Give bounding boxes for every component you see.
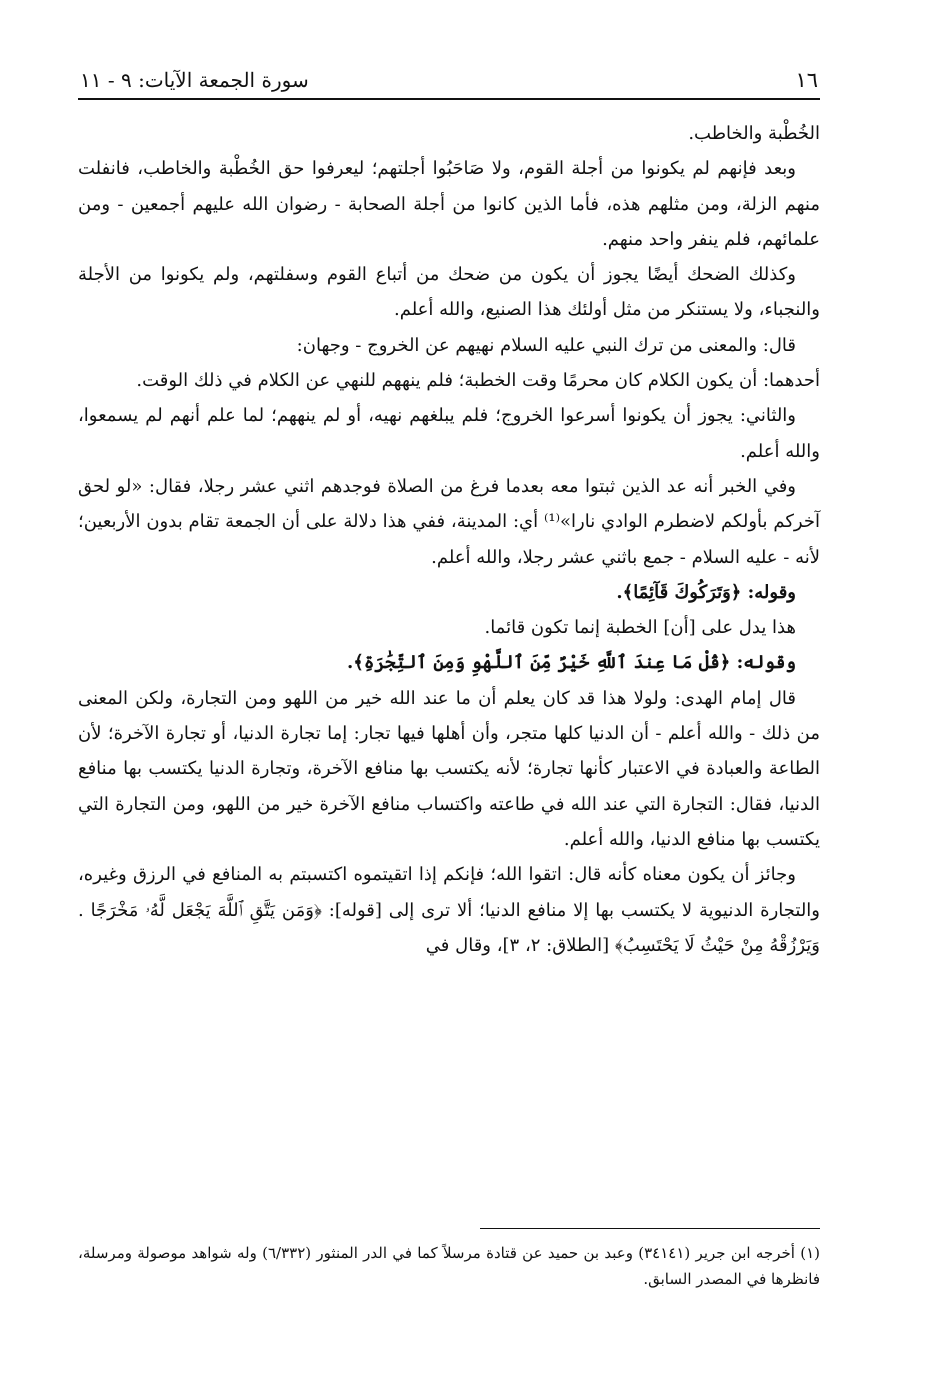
footnote: (١) أخرجه ابن جرير (٣٤١٤١) وعبد بن حميد عن قتادة مرسلاً كما في الدر المنثور (٦/٣٣٢) وله شواهد موصولة ومرسلة، فانظرها في المصدر السابق. xyxy=(78,1244,820,1288)
page-number: ١٦ xyxy=(795,68,818,92)
paragraph: قال إمام الهدى: ولولا هذا قد كان يعلم أن ما عند الله خير من اللهو ومن التجارة، ولكن المعنى من ذلك - والله أعلم - أن الدنيا كلها متجر، وأن أهلها فيها تجار: إما تجارة الدنيا، أو تجارة الآخرة؛ لأن الطاعة والعبادة في الاعتبار كأنها تجارة؛ لأنه يكتسب بها منافع الآخرة، وتجارة الدنيا يكتسب بها منافع الدنيا، فقال: التجارة التي عند الله في طاعته واكتساب منافع الآخرة خير من اللهو، ومن التجارة التي يكتسب بها منافع الدنيا، والله أعلم. xyxy=(78,687,820,850)
paragraph: وكذلك الضحك أيضًا يجوز أن يكون من ضحك من أتباع القوم وسفلتهم، ولم يكونوا من الأجلة والنجباء، ولا يستنكر من مثل أولئك هذا الصنيع، والله أعلم. xyxy=(78,264,820,321)
book-page xyxy=(78,52,820,1288)
paragraph: هذا يدل على [أن] الخطبة إنما تكون قائما. xyxy=(484,617,796,639)
running-title: سورة الجمعة الآيات: ٩ - ١١ xyxy=(80,68,309,92)
paragraph: وفي الخبر أنه عد الذين ثبتوا معه بعدما فرغ من الصلاة فوجدهم اثني عشر رجلا، فقال: «لو لحق آخركم بأولكم لاضطرم الوادي نارا»⁽¹⁾ أي: المدينة، ففي هذا دلالة على أن الجمعة تقام بدون الأربعين؛ لأنه - عليه السلام - جمع باثني عشر رجلا، والله أعلم. xyxy=(78,475,820,568)
paragraph: الخُطْبة والخاطب. xyxy=(688,123,820,144)
paragraph: أحدهما: أن يكون الكلام كان محرمًا وقت الخطبة؛ فلم ينههم للنهي عن الكلام في ذلك الوقت. xyxy=(136,370,820,392)
paragraph: والثاني: يجوز أن يكونوا أسرعوا الخروج؛ فلم يبلغهم نهيه، أو لم ينههم؛ لما علم أنهم لم يسمعوا، والله أعلم. xyxy=(78,405,820,462)
page-header xyxy=(78,52,820,100)
quran-verse-line: وقوله: ﴿وَتَرَكُوكَ قَآئِمًا﴾. xyxy=(616,581,796,603)
main-text xyxy=(78,116,820,963)
quran-verse-line: وقوله: ﴿قُلْ مَا عِندَ ٱللَّهِ خَيْرٌ مِّنَ ٱللَّهْوِ وَمِنَ ٱلتِّجَٰرَةِ﴾. xyxy=(347,652,796,674)
footnote-divider xyxy=(480,1228,820,1229)
paragraph: وبعد فإنهم لم يكونوا من أجلة القوم، ولا صَاحَبُوا أجلتهم؛ ليعرفوا حق الخُطْبة والخاطب، فانفلت منهم الزلة، ومن مثلهم هذه، فأما الذين كانوا من أجلة الصحابة - رضوان الله عليهم أجمعين - ومن علمائهم، فلم ينفر واحد منهم. xyxy=(78,158,820,250)
paragraph: قال: والمعنى من ترك النبي عليه السلام نهيهم عن الخروج - وجهان: xyxy=(296,334,796,356)
paragraph: وجائز أن يكون معناه كأنه قال: اتقوا الله؛ فإنكم إذا اتقيتموه اكتسبتم به المنافع في الرزق وغيره، والتجارة الدنيوية لا يكتسب بها إلا منافع الدنيا؛ ألا ترى إلى [قوله]: ﴿وَمَن يَتَّقِ ٱللَّهَ يَجْعَل لَّهُۥ مَخْرَجًا . وَيَرْزُقْهُ مِنْ حَيْثُ لَا يَحْتَسِبُ﴾ [الطلاق: ٢، ٣]، وقال في xyxy=(78,864,820,956)
